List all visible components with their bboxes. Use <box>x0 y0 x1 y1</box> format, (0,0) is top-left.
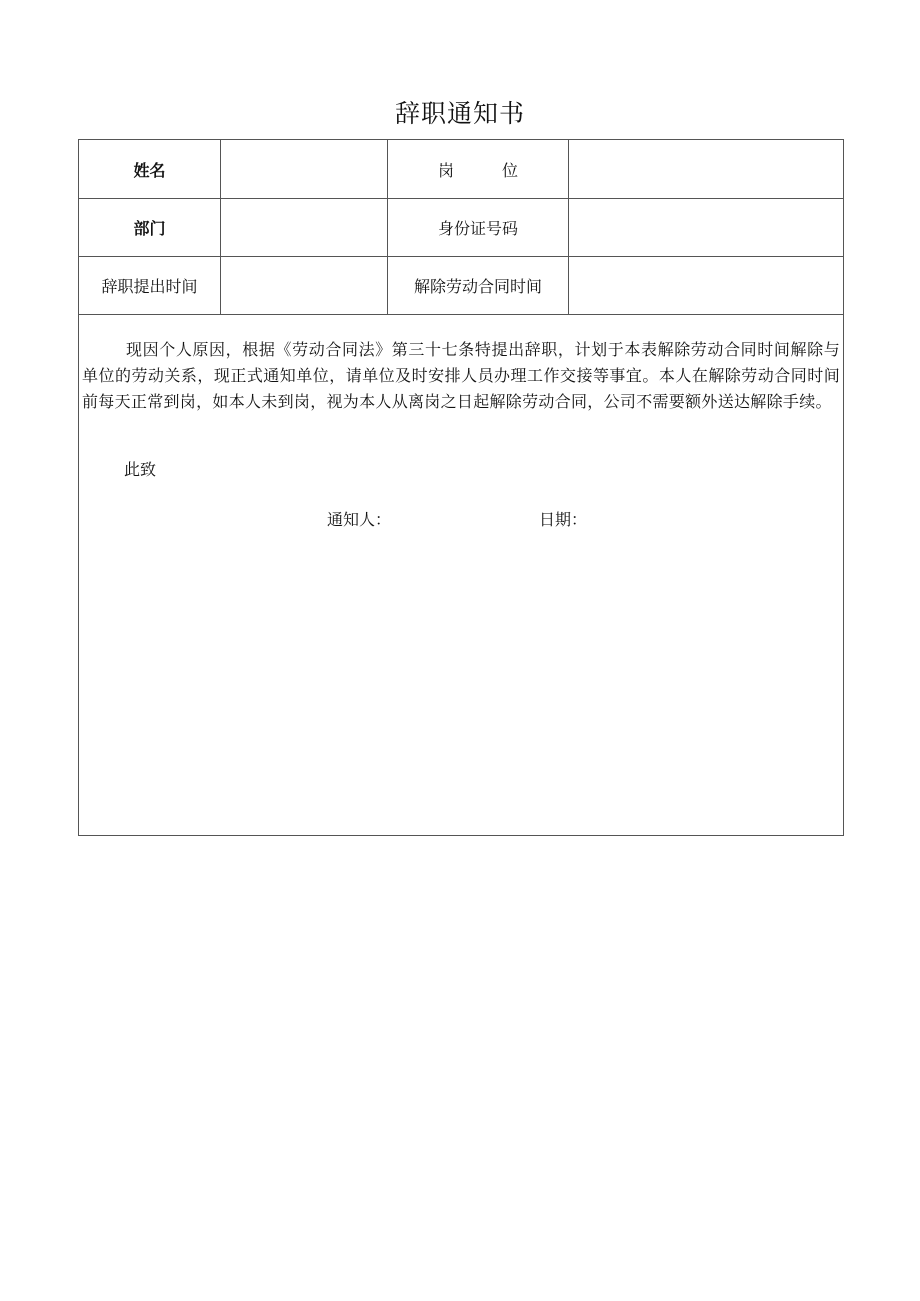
position-label <box>438 161 518 180</box>
department-label: 部门 <box>133 219 166 238</box>
form-row-name <box>79 140 844 199</box>
notice-paragraph: 现因个人原因，根据《劳动合同法》第三十七条特提出辞职，计划于本表解除劳动合同时间解除与单位的劳动关系，现正式通知单位，请单位及时安排人员办理工作交接等事宜。本人在解除劳动合同时间前每天正常到岗，如本人未到岗，视为本人从离岗之日起解除劳动合同，公司不需要额外送达解除手续。 <box>82 340 840 411</box>
name-label: 姓名 <box>133 160 166 180</box>
contract-end-label: 解除劳动合同时间 <box>413 277 542 296</box>
id-number-label-cell <box>388 199 569 257</box>
resignation-form-table <box>78 139 844 836</box>
position-label-second-char: 位 <box>502 160 519 180</box>
position-label-first-char: 岗 <box>437 160 454 180</box>
form-row-department <box>79 199 844 257</box>
notice-body <box>79 315 843 835</box>
department-value-cell[interactable] <box>221 199 388 257</box>
name-value-cell[interactable] <box>221 140 388 199</box>
position-value-cell[interactable] <box>569 140 844 199</box>
page-title: 辞职通知书 <box>394 99 525 128</box>
contract-end-label-cell <box>388 257 569 315</box>
resign-time-value-cell[interactable] <box>221 257 388 315</box>
notice-body-cell <box>79 315 844 836</box>
id-number-value-cell[interactable] <box>569 199 844 257</box>
resign-time-label-cell <box>79 257 221 315</box>
name-label-cell <box>79 140 221 199</box>
closing-salutation: 此致 <box>124 460 157 479</box>
date-label: 日期： <box>539 510 588 529</box>
position-label-cell <box>388 140 569 199</box>
form-row-body <box>79 315 844 836</box>
resign-time-label: 辞职提出时间 <box>101 277 198 296</box>
id-number-label: 身份证号码 <box>437 219 518 238</box>
contract-end-value-cell[interactable] <box>569 257 844 315</box>
notifier-label: 通知人： <box>327 510 392 529</box>
form-row-times <box>79 257 844 315</box>
department-label-cell <box>79 199 221 257</box>
